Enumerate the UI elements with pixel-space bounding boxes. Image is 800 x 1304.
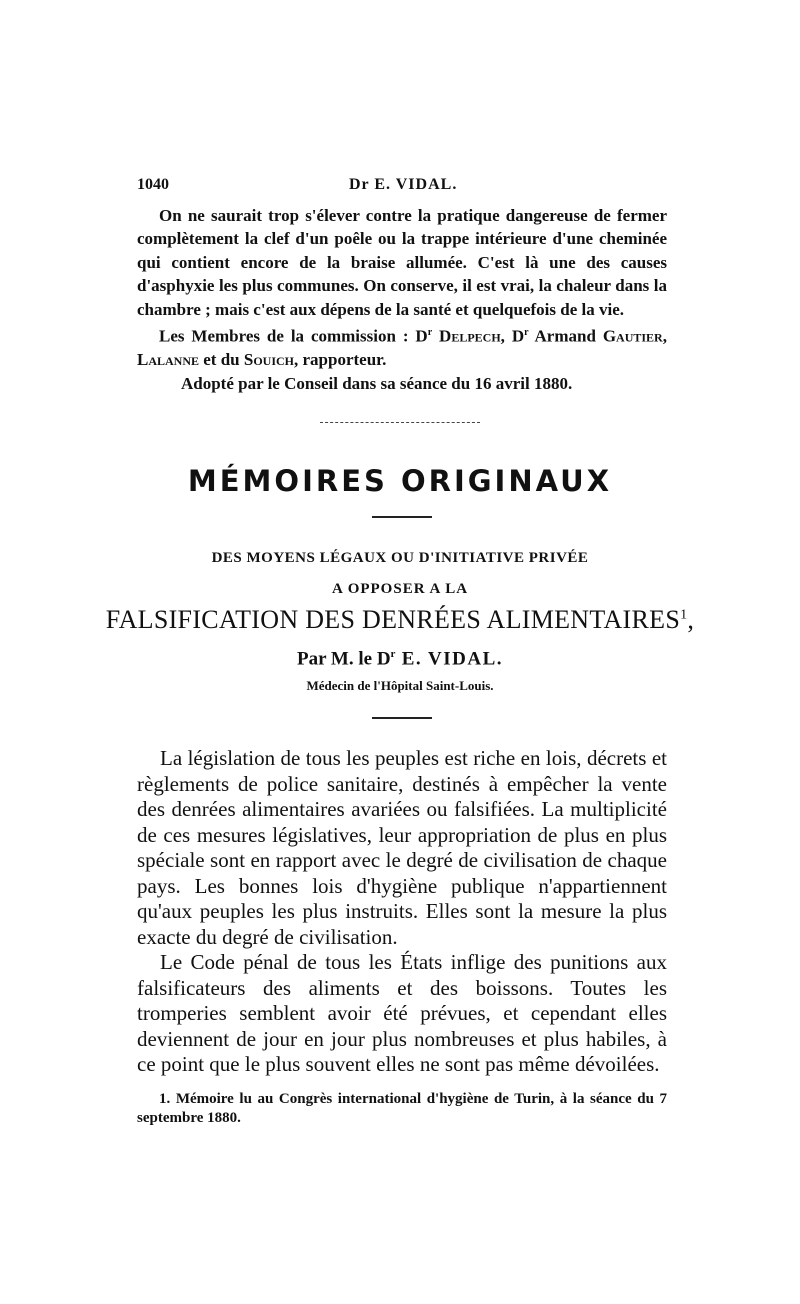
footnote <box>137 1090 667 1128</box>
title-rule <box>372 516 432 518</box>
body-paragraph-1: La législation de tous les peuples est riche en lois, décrets et règlements de police sanitaire, destinés à empêcher la vente des denrées alimentaires avariées ou falsifiées. La multiplicité de ces mesures législatives, leur appropriation de plus en plus spéciale sont en rapport avec le degré de civilisation de chaque pays. Les bonnes lois d'hygiène publique n'appartiennent qu'aux peuples les plus instruits. Elles sont la mesure la plus exacte du degré de civilisation. <box>137 746 667 949</box>
dashed-divider <box>320 422 480 423</box>
footnote-text: 1. Mémoire lu au Congrès international d'hygiène de Turin, à la séance du 7 septembre 1880. <box>137 1091 667 1126</box>
body-paragraph-2: Le Code pénal de tous les États inflige des punitions aux falsificateurs des aliments et des boissons. Toutes les tromperies semblent avoir été prévues, et cependant elles deviennent de jour en jour plus nombreuses et plus habiles, à ce point que le plus souvent elles ne sont pas même dévoilées. <box>137 950 667 1076</box>
commission-members: Les Membres de la commission : $D^r$ Delpech, $D^r$ Armand Gautier, Lalanne et du Souich, rapporteur. <box>137 326 667 370</box>
byline-rule <box>372 717 432 719</box>
page-number: 1040 <box>137 176 169 193</box>
previous-paragraph: On ne saurait trop s'élever contre la pratique dangereuse de fermer complètement la clef d'un poêle ou la trappe intérieure d'une cheminée qui contient encore de la braise allumée. C'est là une des causes d'asphyxie les plus communes. On conserve, il est vrai, la chaleur dans la chambre ; mais c'est aux dépens de la santé et quelquefois de la vie. <box>137 206 667 319</box>
footnote-marker: 1 <box>680 607 688 623</box>
running-head-author: Dr E. VIDAL. <box>349 176 458 193</box>
byline: Par M. le $D^r$ E. VIDAL. <box>296 648 503 670</box>
adoption-note: Adopté par le Conseil dans sa séance du 16 avril 1880. <box>181 373 573 393</box>
previous-section <box>137 204 667 395</box>
article-title-line-2: A OPPOSER A LA <box>331 581 469 597</box>
article-title-line-1: DES MOYENS LÉGAUX OU D'INITIATIVE PRIVÉE <box>211 550 589 566</box>
article-body <box>137 746 667 1078</box>
article-main-title: FALSIFICATION DES DENRÉES ALIMENTAIRES$^1$, <box>105 605 695 634</box>
section-title: MÉMOIRES ORIGINAUX <box>187 464 613 498</box>
affiliation: Médecin de l'Hôpital Saint-Louis. <box>306 678 494 693</box>
